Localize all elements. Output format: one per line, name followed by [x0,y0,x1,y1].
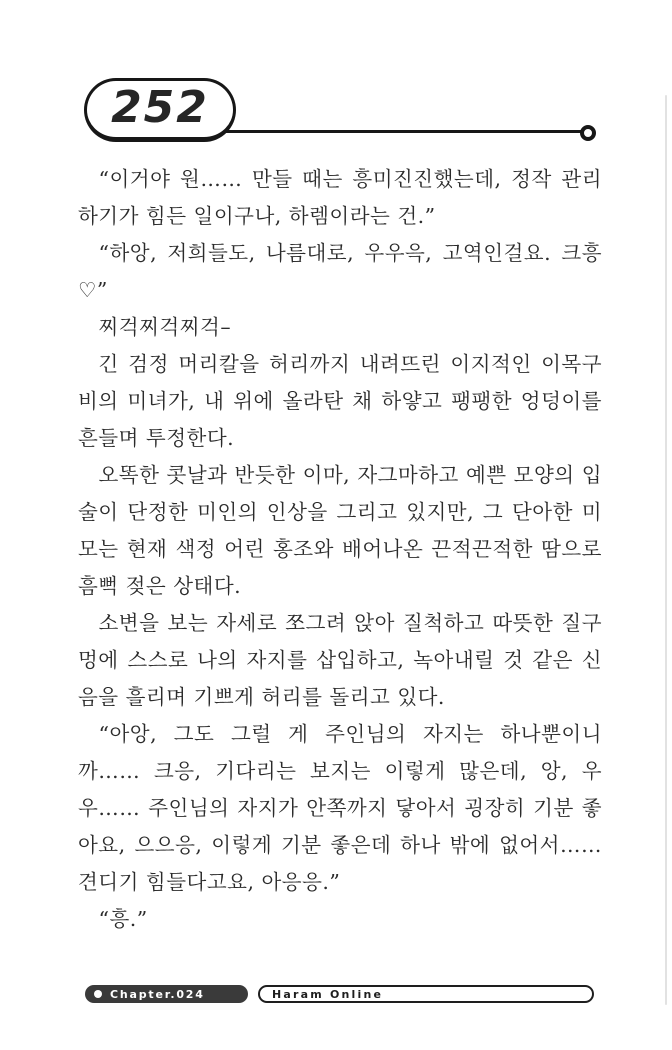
paragraph: 찌걱찌걱찌걱– [98,315,232,339]
paragraph: 긴 검정 머리칼을 허리까지 내려뜨린 이지적인 이목구비의 미녀가, 내 위에 올라탄 채 하얗고 팽팽한 엉덩이를 흔들며 투정한다. [78,352,602,450]
paragraph: “아앙, 그도 그럴 게 주인님의 자지는 하나뿐이니까…… 크응, 기다리는 보지는 이렇게 많은데, 앙, 우우…… 주인님의 자지가 안쪽까지 닿아서 굉장히 기분 좋아요, 으으응, 이렇게 기분 좋은데 하나 밖에 없어서…… 견디기 힘들다고요, 아응응.” [78,722,602,894]
page-edge-line [665,95,667,1005]
paragraph: “하앙, 저희들도, 나름대로, 우우윽, 고역인걸요. 크흥♡” [78,241,602,302]
paragraph: “흥.” [98,907,148,931]
book-title-label: Haram Online [272,987,384,1001]
page-number: 252 [111,81,209,133]
paragraph: 소변을 보는 자세로 쪼그려 앉아 질척하고 따뜻한 질구멍에 스스로 나의 자지를 삽입하고, 녹아내릴 것 같은 신음을 흘리며 기쁘게 허리를 돌리고 있다. [78,611,602,709]
book-title-badge [258,985,594,1003]
bullet-dot-icon [94,990,102,998]
paragraph: “이거야 원…… 만들 때는 흥미진진했는데, 정작 관리하기가 힘든 일이구나, 하렘이라는 건.” [78,167,602,228]
header-rule-end-ring-icon [580,125,596,141]
header-rule [220,130,582,133]
paragraph: 오똑한 콧날과 반듯한 이마, 자그마하고 예쁜 모양의 입술이 단정한 미인의 인상을 그리고 있지만, 그 단아한 미모는 현재 색정 어린 홍조와 배어나온 끈적끈적한 땀으로 흠뻑 젖은 상태다. [78,463,602,598]
chapter-label: Chapter.024 [110,987,205,1001]
page-number-badge [84,78,236,142]
body-text [78,161,602,938]
chapter-badge [85,985,248,1003]
